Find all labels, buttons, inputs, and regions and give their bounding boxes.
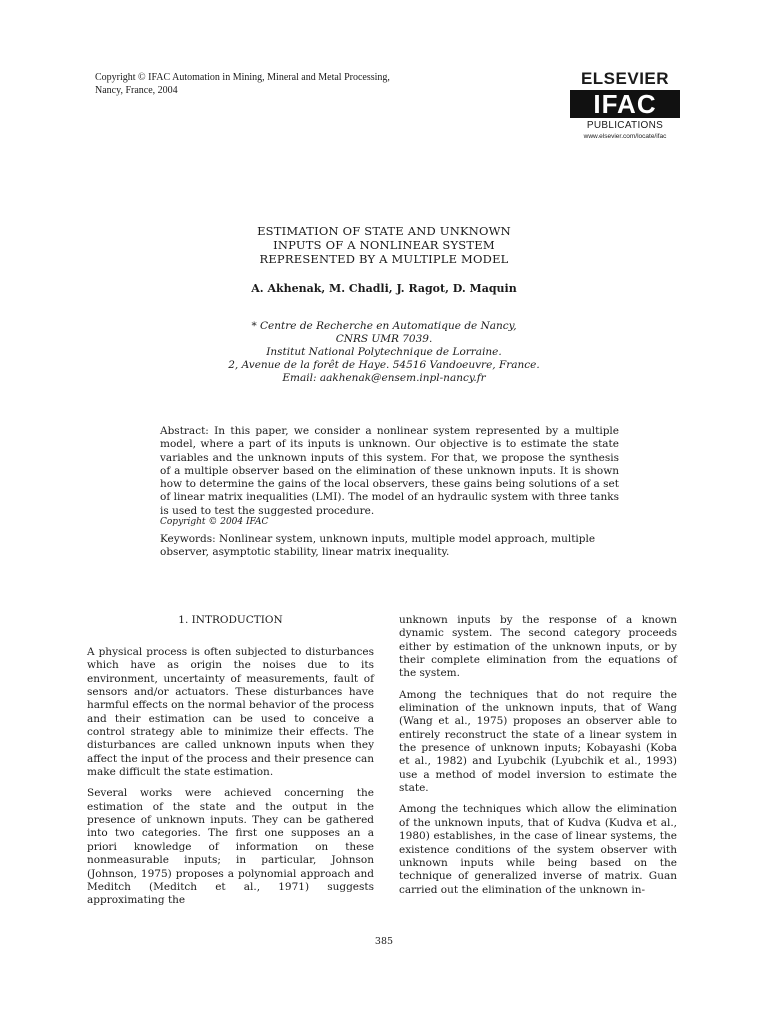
- affiliation-line-1: * Centre de Recherche en Automatique de Nancy,: [251, 320, 517, 332]
- right-column: [399, 614, 677, 905]
- publications-label: PUBLICATIONS: [586, 120, 664, 131]
- paper-title: [160, 224, 608, 266]
- paragraph: Among the techniques that do not require the elimination of the unknown inputs, that of Wang (Wang et al., 1975) proposes an observer able to entirely reconstruct the state of a linear system in the presence of unknown inputs; Kobayashi (Koba et al., 1982) and Lyubchik (Lyubchik et al., 1993) use a method of model inversion to estimate the state.: [399, 688, 677, 795]
- publisher-logo: [570, 70, 680, 141]
- title-line-2: INPUTS OF A NONLINEAR SYSTEM: [273, 238, 495, 252]
- copyright-line-2: Nancy, France, 2004: [95, 85, 178, 96]
- abstract-copyright: Copyright © 2004 IFAC: [160, 517, 269, 527]
- author-list: A. Akhenak, M. Chadli, J. Ragot, D. Maquin: [251, 282, 517, 295]
- left-column: [87, 646, 374, 916]
- title-line-1: ESTIMATION OF STATE AND UNKNOWN: [257, 224, 511, 238]
- copyright-line-1: Copyright © IFAC Automation in Mining, Mineral and Metal Processing,: [95, 72, 390, 83]
- section-heading-introduction: 1. INTRODUCTION: [178, 614, 283, 626]
- affiliation-line-2: CNRS UMR 7039.: [335, 333, 433, 345]
- affiliation-email: Email: aakhenak@ensem.inpl-nancy.fr: [282, 372, 486, 384]
- paragraph: Several works were achieved concerning the estimation of the state and the output in the presence of unknown inputs. They can be gathered into two categories. The first one supposes an a priori knowledge of information on these nonmeasurable inputs; in particular, Johnson (Johnson, 1975) proposes a polynomial approach and Meditch (Meditch et al., 1971) suggests approximating the: [87, 787, 374, 907]
- publisher-url: www.elsevier.com/locate/ifac: [583, 133, 667, 140]
- affiliation-line-4: 2, Avenue de la forêt de Haye. 54516 Vandoeuvre, France.: [228, 359, 540, 371]
- affiliation: [160, 320, 608, 385]
- affiliation-line-3: Institut National Polytechnique de Lorraine.: [266, 346, 502, 358]
- title-line-3: REPRESENTED BY A MULTIPLE MODEL: [259, 252, 509, 266]
- page-number: 385: [374, 936, 394, 947]
- paragraph: unknown inputs by the response of a known dynamic system. The second category proceeds either by estimation of the unknown inputs, or by their complete elimination from the equations of the system.: [399, 614, 677, 680]
- abstract: Abstract: In this paper, we consider a nonlinear system represented by a multiple model, where a part of its inputs is unknown. Our objective is to estimate the state variables and the unknown inputs of this system. For that, we propose the synthesis of a multiple observer based on the elimination of these unknown inputs. It is shown how to determine the gains of the local observers, these gains being solutions of a set of linear matrix inequalities (LMI). The model of an hydraulic system with three tanks is used to test the suggested procedure.: [160, 425, 619, 517]
- paragraph: Among the techniques which allow the elimination of the unknown inputs, that of Kudva (Kudva et al., 1980) establishes, in the case of linear systems, the existence conditions of the system observer with unknown inputs while being based on the technique of generalized inverse of matrix. Guan carried out the elimination of the unknown in-: [399, 803, 677, 896]
- paragraph: A physical process is often subjected to disturbances which have as origin the noises due to its environment, uncertainty of measurements, fault of sensors and/or actuators. These disturbances have harmful effects on the normal behavior of the process and their estimation can be used to conceive a control strategy able to minimize their effects. The disturbances are called unknown inputs when they affect the input of the process and their presence can make difficult the state estimation.: [87, 646, 374, 779]
- keywords: Keywords: Nonlinear system, unknown inputs, multiple model approach, multiple observer, asymptotic stability, linear matrix inequality.: [160, 533, 596, 559]
- elsevier-wordmark: ELSEVIER: [580, 69, 670, 88]
- ifac-logo: IFAC: [570, 90, 680, 118]
- copyright-notice: [95, 71, 495, 97]
